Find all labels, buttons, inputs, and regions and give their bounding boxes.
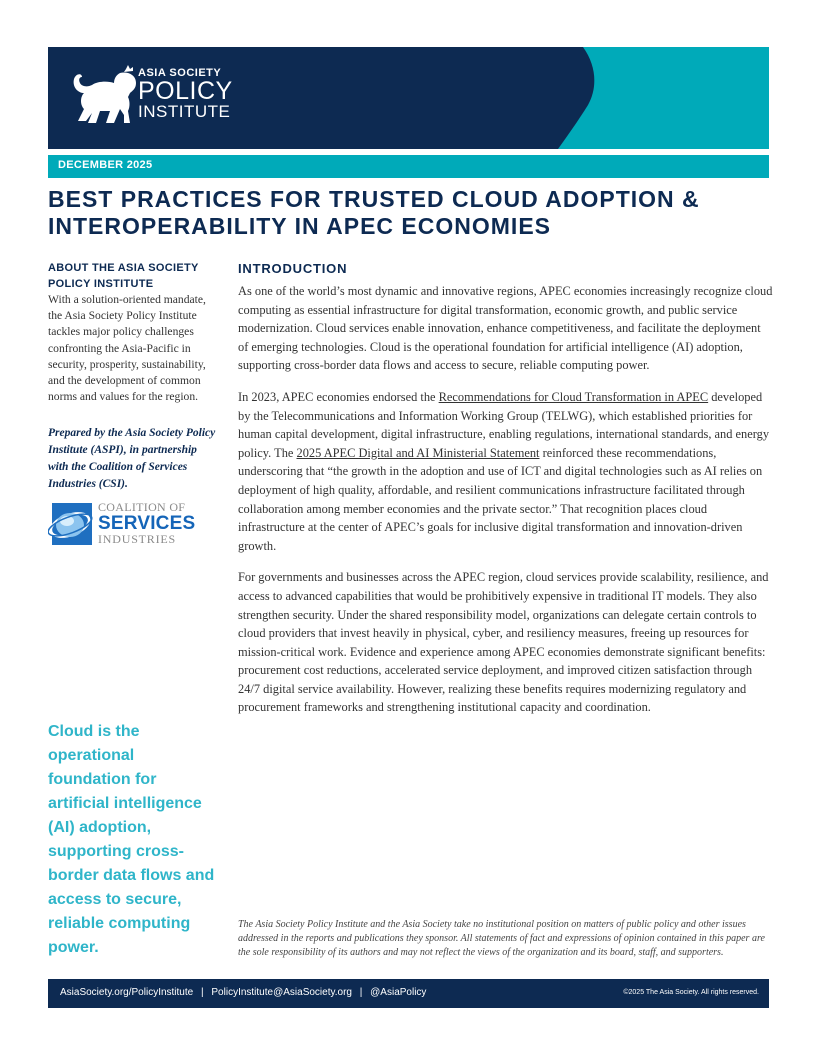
footer-separator: | xyxy=(359,987,363,998)
footer-email-link[interactable]: PolicyInstitute@AsiaSociety.org xyxy=(211,987,352,998)
publication-date: DECEMBER 2025 xyxy=(58,159,153,171)
introduction-heading: INTRODUCTION xyxy=(238,261,348,276)
lion-icon xyxy=(70,65,138,127)
csi-logo-line1: COALITION OF xyxy=(98,500,186,515)
footer-bar xyxy=(48,979,769,1008)
about-heading: ABOUT THE ASIA SOCIETY POLICY INSTITUTE xyxy=(48,262,199,290)
date-band xyxy=(48,155,769,178)
copyright-notice: ©2025 The Asia Society. All rights reserved. xyxy=(623,989,759,996)
footer-website-link[interactable]: AsiaSociety.org/PolicyInstitute xyxy=(60,987,194,998)
csi-logo-line2: SERVICES xyxy=(98,513,196,535)
sidebar xyxy=(48,260,216,960)
main-spacer xyxy=(238,730,773,918)
prepared-by-note: Prepared by the Asia Society Policy Institute (ASPI), in partnership with the Coalition of Services Industries (CSI). xyxy=(48,427,216,491)
csi-logo xyxy=(48,501,208,547)
recommendations-link[interactable]: Recommendations for Cloud Transformation in APEC xyxy=(438,389,709,404)
footer-separator: | xyxy=(201,987,204,998)
sidebar-spacer xyxy=(48,547,216,720)
logo-policy: POLICY xyxy=(138,77,233,105)
intro-paragraph-1: As one of the world’s most dynamic and innovative regions, APEC economies increasingly recognize cloud computing as essential infrastructure for digital transformation, economic growth, and public service modernization. Cloud services enable innovation, enhance competitiveness, and facilitate the deployment of emerging technologies. Cloud is the operational foundation for artificial intelligence (AI) adoption, supporting cross-border data flows and access to secure, reliable computing power. xyxy=(238,284,773,373)
pull-quote: Cloud is the operational foundation for artificial intelligence (AI) adoption, supporting cross-border data flows and access to secure, reliable computing power. xyxy=(48,723,215,956)
footer-social-link[interactable]: @AsiaPolicy xyxy=(370,987,427,998)
p2-text-a: In 2023, APEC economies endorsed the xyxy=(238,389,439,404)
ministerial-statement-link[interactable]: 2025 APEC Digital and AI Ministerial Statement xyxy=(296,445,540,460)
logo-asia-society: ASIA SOCIETY xyxy=(138,67,222,79)
main-content xyxy=(238,260,773,960)
asia-society-policy-institute-logo xyxy=(70,65,270,135)
about-body: With a solution-oriented mandate, the Asia Society Policy Institute tackles major policy challenges confronting the Asia-Pacific in security, prosperity, sustainability, and the development of common norms and values for the region. xyxy=(48,293,206,404)
p2-text-b: developed by the Telecommunications and Information Working Group (TELWG), which established priorities for human capital development, digital infrastructure, enabling regulations, international standards, and energy policy. The xyxy=(238,389,770,460)
csi-logo-line3: INDUSTRIES xyxy=(98,532,177,547)
p2-text-c: reinforced these recommendations, underscoring that “the growth in the adoption and use of ICT and digital technologies such as AI relies on deployment of high quality, affordable, and resilient communications infrastructure facilitated through collaboration among member economies and the private sector.” That recognition places cloud infrastructure at the center of APEC’s goals for inclusive digital transformation and innovation-driven growth. xyxy=(238,445,763,553)
document-title: BEST PRACTICES FOR TRUSTED CLOUD ADOPTION & INTEROPERABILITY IN APEC ECONOMIES xyxy=(48,186,700,239)
disclaimer: The Asia Society Policy Institute and the Asia Society take no institutional position on matters of public policy and other issues addressed in the reports and publications they sponsor. All statements of fact and expressions of opinion contained in this paper are the sole responsibility of its authors and may not reflect the views of the organization and its board, staff, and supporters. xyxy=(238,919,765,958)
intro-paragraph-3: For governments and businesses across the APEC region, cloud services provide scalability, resilience, and access to advanced capabilities that would be prohibitively expensive in traditional IT models. They also strengthen security. Under the shared responsibility model, organizations can delegate certain controls to cloud providers that invest heavily in physical, cyber, and resiliency measures, freeing up resources for mission-critical work. Evidence and experience among APEC economies demonstrate significant benefits: procurement cost reductions, accelerated service deployment, and improved citizen satisfaction through 24/7 digital service availability. However, realizing these benefits requires modernizing regulatory and procurement frameworks and strengthening institutional capacity and coordination. xyxy=(238,570,769,715)
csi-globe-icon xyxy=(48,501,94,547)
intro-paragraph-2 xyxy=(238,388,773,555)
logo-institute: INSTITUTE xyxy=(138,102,231,121)
